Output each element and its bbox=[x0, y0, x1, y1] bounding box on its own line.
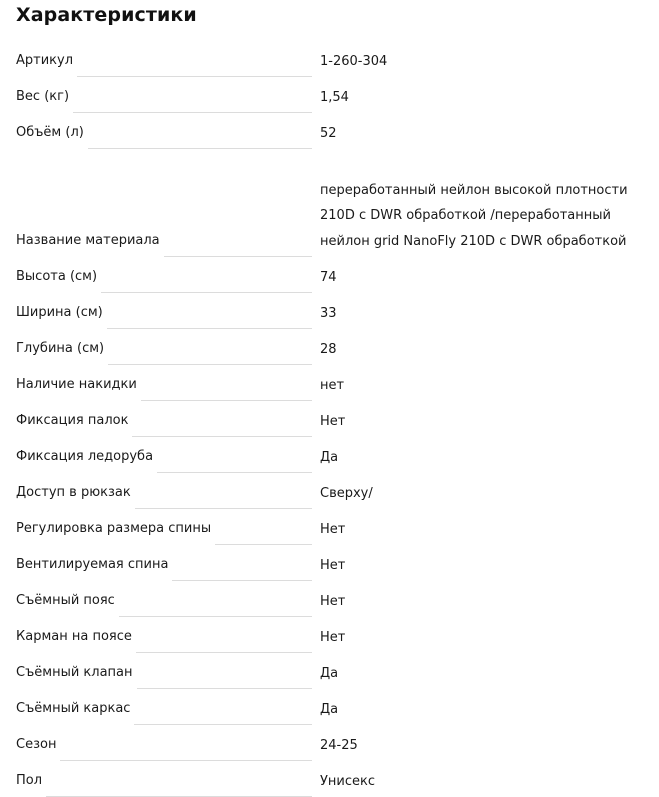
spec-row-width bbox=[16, 292, 646, 328]
spec-value: нет bbox=[320, 377, 345, 393]
spec-value: 28 bbox=[320, 341, 337, 357]
leader-line bbox=[88, 148, 312, 149]
leader-line bbox=[108, 364, 312, 365]
spec-label: Ширина (см) bbox=[16, 305, 103, 320]
spec-row-height bbox=[16, 256, 646, 292]
spec-row-vent-back bbox=[16, 544, 646, 580]
spec-label: Фиксация ледоруба bbox=[16, 449, 154, 464]
spec-row-back-adjust bbox=[16, 508, 646, 544]
spec-label: Артикул bbox=[16, 53, 74, 68]
spec-value: Да bbox=[320, 701, 339, 717]
spec-label: Наличие накидки bbox=[16, 377, 137, 392]
leader-line bbox=[137, 688, 312, 689]
leader-line bbox=[157, 472, 312, 473]
spec-value: 74 bbox=[320, 269, 337, 285]
leader-line bbox=[101, 292, 312, 293]
spec-value: Нет bbox=[320, 593, 346, 609]
spec-label: Пол bbox=[16, 773, 43, 788]
section-title: Характеристики bbox=[16, 4, 197, 26]
leader-line bbox=[107, 328, 312, 329]
spec-value: 33 bbox=[320, 305, 337, 321]
spec-label: Объём (л) bbox=[16, 125, 84, 140]
spec-label: Съёмный пояс bbox=[16, 593, 115, 608]
spec-value: 1,54 bbox=[320, 89, 349, 105]
spec-row-raincover bbox=[16, 364, 646, 400]
spec-value: переработанный нейлон высокой плотности 210D с DWR обработкой /переработанный нейлон grid NanoFly 210D с DWR обработкой bbox=[320, 182, 628, 249]
leader-line bbox=[60, 760, 312, 761]
spec-row-ice-axe-holder bbox=[16, 436, 646, 472]
leader-line bbox=[215, 544, 312, 545]
spec-row-volume bbox=[16, 112, 646, 148]
spec-value: Нет bbox=[320, 557, 346, 573]
spec-label: Фиксация палок bbox=[16, 413, 129, 428]
spec-row-material bbox=[16, 148, 646, 256]
spec-value: Да bbox=[320, 449, 339, 465]
spec-row-access bbox=[16, 472, 646, 508]
leader-line bbox=[73, 112, 312, 113]
leader-line bbox=[164, 256, 312, 257]
spec-label: Название материала bbox=[16, 233, 160, 248]
spec-value: 52 bbox=[320, 125, 337, 141]
leader-line bbox=[132, 436, 312, 437]
spec-label: Высота (см) bbox=[16, 269, 98, 284]
spec-label: Съёмный каркас bbox=[16, 701, 131, 716]
specs-table bbox=[16, 40, 646, 796]
spec-value: Сверху/ bbox=[320, 485, 373, 501]
spec-row-gender bbox=[16, 760, 646, 796]
spec-value: Унисекс bbox=[320, 773, 376, 789]
leader-line bbox=[141, 400, 312, 401]
spec-label: Сезон bbox=[16, 737, 57, 752]
spec-row-article bbox=[16, 40, 646, 76]
leader-line bbox=[119, 616, 312, 617]
spec-row-depth bbox=[16, 328, 646, 364]
spec-value: 24-25 bbox=[320, 737, 358, 753]
spec-row-removable-frame bbox=[16, 688, 646, 724]
spec-row-pole-holder bbox=[16, 400, 646, 436]
spec-row-belt-pocket bbox=[16, 616, 646, 652]
leader-line bbox=[77, 76, 312, 77]
leader-line bbox=[134, 724, 312, 725]
spec-value: 1-260-304 bbox=[320, 53, 388, 69]
spec-row-season bbox=[16, 724, 646, 760]
leader-line bbox=[135, 508, 312, 509]
spec-label: Съёмный клапан bbox=[16, 665, 133, 680]
spec-row-weight bbox=[16, 76, 646, 112]
spec-label: Вес (кг) bbox=[16, 89, 70, 104]
spec-row-removable-belt bbox=[16, 580, 646, 616]
spec-value: Нет bbox=[320, 629, 346, 645]
spec-label: Доступ в рюкзак bbox=[16, 485, 131, 500]
leader-line bbox=[172, 580, 312, 581]
spec-value: Да bbox=[320, 665, 339, 681]
spec-value: Нет bbox=[320, 521, 346, 537]
spec-row-removable-lid bbox=[16, 652, 646, 688]
spec-label: Глубина (см) bbox=[16, 341, 105, 356]
spec-label: Вентилируемая спина bbox=[16, 557, 169, 572]
spec-label: Регулировка размера спины bbox=[16, 521, 212, 536]
spec-label: Карман на поясе bbox=[16, 629, 132, 644]
leader-line bbox=[136, 652, 312, 653]
spec-value: Нет bbox=[320, 413, 346, 429]
